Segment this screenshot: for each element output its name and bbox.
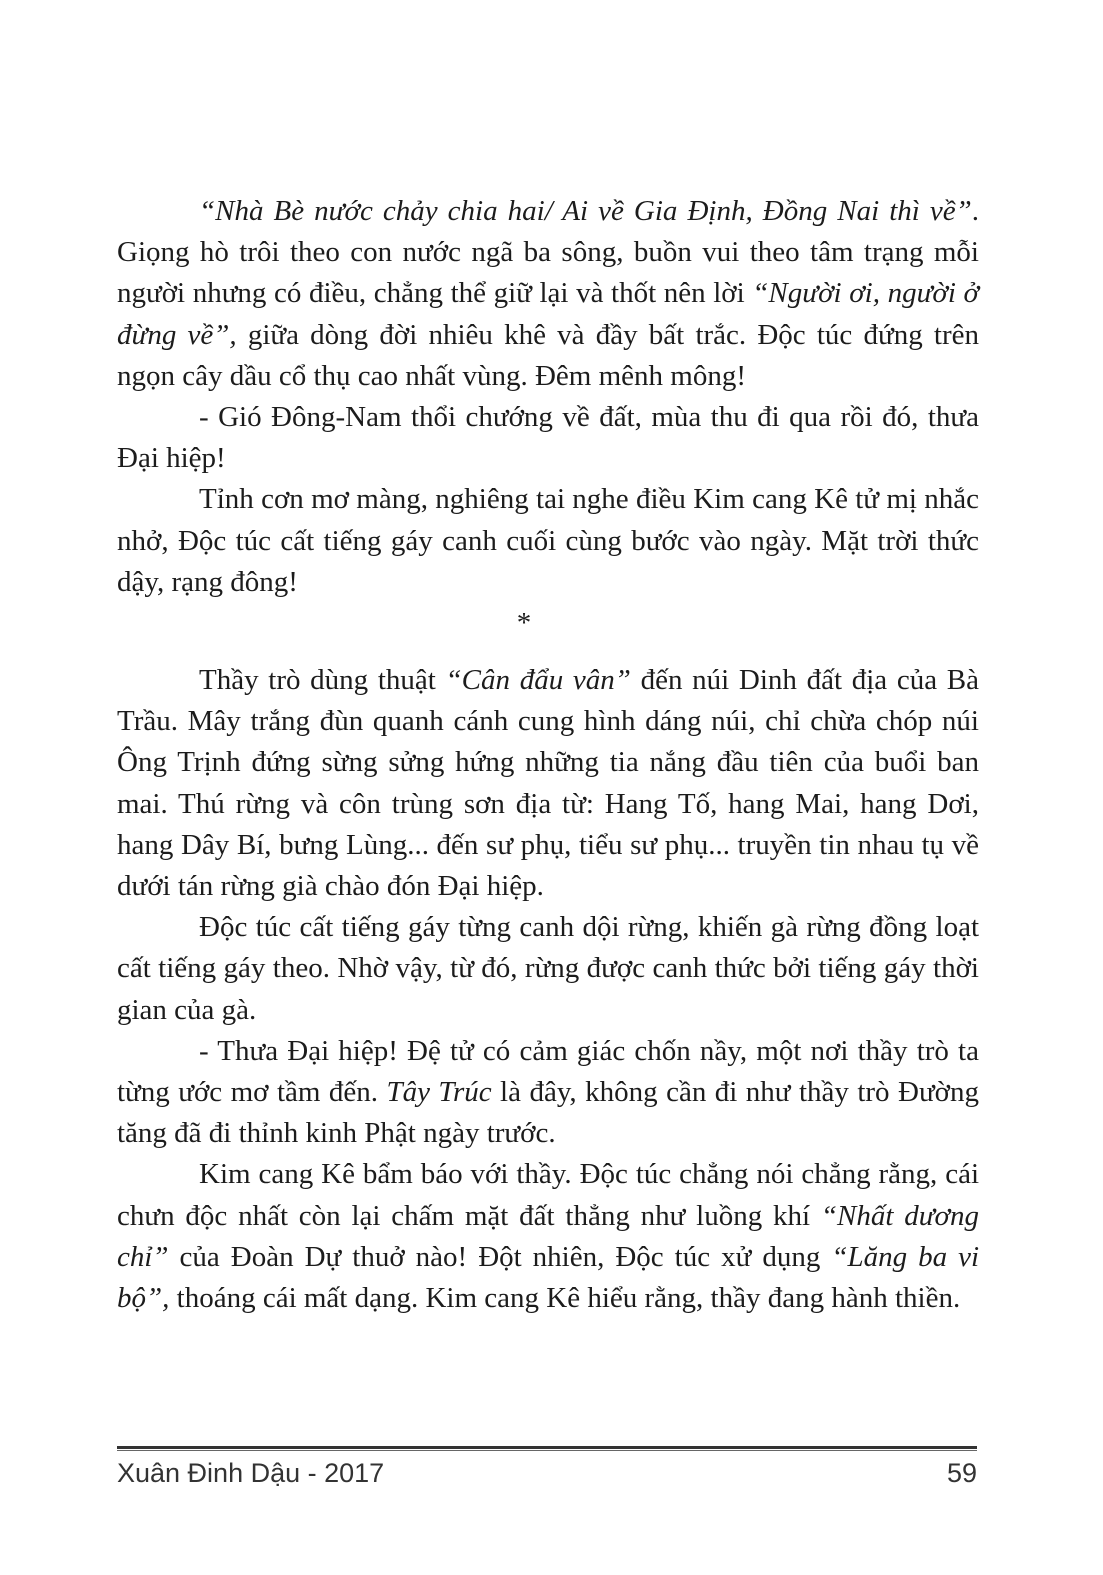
footer-title: Xuân Đinh Dậu - 2017 [117,1458,385,1488]
paragraph-2: - Gió Đông-Nam thổi chướng về đất, mùa thu đi qua rồi đó, thưa Đại hiệp! [117,401,979,475]
page-number: 59 [946,1458,977,1488]
page-footer [117,1458,977,1489]
paragraph-7: Kim cang Kê bẩm báo với thầy. Độc túc chẳng nói chẳng rằng, cái chưn độc nhất còn lại chấm mặt đất thẳng như luồng khí “Nhất dương chỉ” của Đoàn Dự thuở nào! Đột nhiên, Độc túc xử dụng “Lăng ba vi bộ”, thoáng cái mất dạng. Kim cang Kê hiểu rằng, thầy đang hành thiền. [117,1158,980,1315]
body-text [117,191,979,1319]
quote-folk-line: “Người ơi, người ở đừng về”, [117,277,980,351]
paragraph-5: Độc túc cất tiếng gáy từng canh dội rừng, khiến gà rừng đồng loạt cất tiếng gáy theo. Nhờ vậy, từ đó, rừng được canh thức bởi tiếng gáy thời gian của gà. [117,911,979,1026]
footer-divider [117,1446,977,1451]
paragraph-1: “Nhà Bè nước chảy chia hai/ Ai về Gia Định, Đồng Nai thì về”. Giọng hò trôi theo con nước ngã ba sông, buồn vui theo tâm trạng mỗi người nhưng có điều, chẳng thể giữ lại và thốt nên lời “Người ơi, người ở đừng về”, giữa dòng đời nhiêu khê và đầy bất trắc. Độc túc đứng trên ngọn cây dầu cổ thụ cao nhất vùng. Đêm mênh mông! [117,195,980,392]
quote-folk-song: “Nhà Bè nước chảy chia hai/ Ai về Gia Định, Đồng Nai thì về” [199,195,972,227]
paragraph-4: Thầy trò dùng thuật “Cân đẩu vân” đến núi Dinh đất địa của Bà Trầu. Mây trắng đùn quanh cánh cung hình dáng núi, chỉ chừa chóp núi Ông Trịnh đứng sừng sửng hứng những tia nắng đầu tiên của buổi ban mai. Thú rừng và côn trùng sơn địa từ: Hang Tố, hang Mai, hang Dơi, hang Dây Bí, bưng Lùng... đến sư phụ, tiểu sư phụ... truyền tin nhau tụ về dưới tán rừng già chào đón Đại hiệp. [117,664,979,903]
paragraph-3: Tỉnh cơn mơ màng, nghiêng tai nghe điều Kim cang Kê tử mị nhắc nhở, Độc túc cất tiếng gáy canh cuối cùng bước vào ngày. Mặt trời thức dậy, rạng đông! [117,483,979,598]
section-separator: * [516,607,532,640]
paragraph-6: - Thưa Đại hiệp! Đệ tử có cảm giác chốn nầy, một nơi thầy trò ta từng ước mơ tầm đến. Tây Trúc là đây, không cần đi như thầy trò Đường tăng đã đi thỉnh kinh Phật ngày trước. [117,1034,980,1150]
